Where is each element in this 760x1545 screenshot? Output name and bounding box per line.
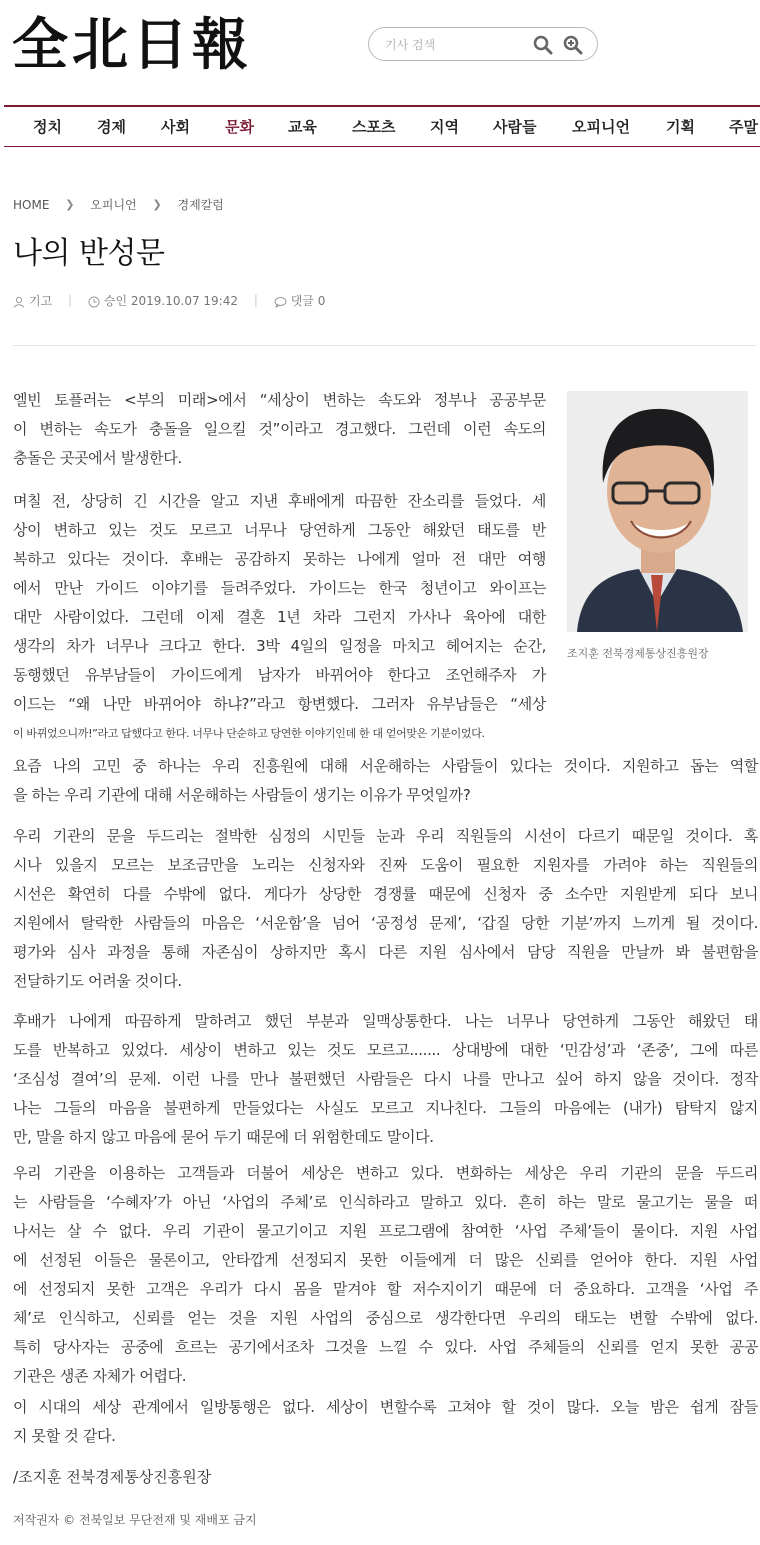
meta-divider: | <box>253 293 258 307</box>
paragraph-line: 에 선정되지 못한 고객은 우리가 다시 몸을 맡겨야 할 저수지이기 때문에 더 중요하다. 고객을 ‘사업 주 <box>13 1280 758 1298</box>
paragraph-line: 엘빈 토플러는 <부의 미래>에서 “세상이 변하는 속도와 정부나 공공부문 <box>13 391 546 409</box>
breadcrumb-opinion[interactable]: 오피니언 <box>90 198 137 212</box>
nav-item-culture[interactable]: 문화 <box>225 118 254 136</box>
paragraph-line: 이 변하는 속도가 충돌을 일으킬 것”이라고 경고했다. 그런데 이런 속도의 <box>13 420 546 438</box>
nav-item-planning[interactable]: 기획 <box>666 118 695 136</box>
paragraph-line: 시선은 확연히 다를 수밖에 없다. 게다가 상당한 경쟁률 때문에 신청자 중 소수만 지원받게 되다 보니 <box>13 885 758 903</box>
paragraph-line: 생각의 차가 너무나 크다고 한다. 3박 4일의 일정을 마치고 헤어지는 순간, <box>13 637 546 655</box>
paragraph-line: 나는 그들의 마음을 불편하게 만들었다는 사실도 모르고 지나친다. 그들의 마음에는 (내가) 탐탁지 않지 <box>13 1099 758 1117</box>
paragraph-line: 도를 반복하고 있었다. 세상이 변하고 있는 것도 모르고....... 상대방에 대한 ‘민감성’과 ‘존중’, 그에 따른 <box>13 1041 758 1059</box>
paragraph-line: ‘조심성 결여’의 문제. 이런 나를 만나 불편했던 사람들은 다시 나를 만나고 싶어 하지 않을 것이다. 정작 <box>13 1070 758 1088</box>
article-title: 나의 반성문 <box>13 236 165 271</box>
paragraph-line: 상이 변하고 있는 것도 모르고 너무나 당연하게 그동안 해왔던 태도를 반 <box>13 521 546 539</box>
article-paragraph <box>13 1393 758 1451</box>
paragraph-line: 을 하는 우리 기관에 대해 서운해하는 사람들이 생기는 이유가 무엇일까? <box>13 786 471 804</box>
author-photo <box>567 391 748 632</box>
paragraph-line: 요즘 나의 고민 중 하나는 우리 진흥원에 대해 서운해하는 사람들이 있다는 것이다. 지원하고 돕는 역할 <box>13 757 758 775</box>
approved-date: 승인 2019.10.07 19:42 <box>103 294 238 308</box>
chevron-right-icon: ❯ <box>152 198 162 211</box>
nav-item-economy[interactable]: 경제 <box>97 118 126 136</box>
nav-item-opinion[interactable]: 오피니언 <box>572 118 630 136</box>
chevron-right-icon: ❯ <box>65 198 75 211</box>
paragraph-line: 기관은 생존 자체가 어렵다. <box>13 1367 187 1385</box>
paragraph-line: 특히 당사자는 공중에 흐르는 공기에서조차 그것을 느낄 수 있다. 사업 주체들의 신뢰를 얻지 못한 공공 <box>13 1338 758 1356</box>
article-paragraph <box>13 1159 758 1391</box>
breadcrumb-column[interactable]: 경제칼럼 <box>177 198 224 212</box>
article-paragraph <box>13 386 546 473</box>
article-paragraph <box>13 822 758 996</box>
nav-item-weekend[interactable]: 주말 <box>729 118 758 136</box>
paragraph-line: 시나 있을지 모르는 보조금만을 노리는 신청자와 진짜 도움이 필요한 지원자를 가려야 하는 직원들의 <box>13 856 758 874</box>
paragraph-line: 우리 기관의 문을 두드리는 절박한 심정의 시민들 눈과 우리 직원들의 시선이 다르기 때문일 것이다. 혹 <box>13 827 758 845</box>
paragraph-line: 이 시대의 세상 관계에서 일방통행은 없다. 세상이 변할수록 고쳐야 할 것이 많다. 오늘 밤은 쉽게 잠들 <box>13 1398 758 1416</box>
paragraph-line: 지 못할 것 같다. <box>13 1427 116 1445</box>
article-meta <box>13 292 325 309</box>
author-meta <box>13 292 52 309</box>
clock-icon <box>88 296 100 308</box>
paragraph-line: 대만 사람이었다. 그런데 이제 결혼 1년 차라 그런지 가사나 육아에 대한 <box>13 608 546 626</box>
site-logo[interactable]: 全北日報 <box>12 12 252 78</box>
nav-item-education[interactable]: 교육 <box>288 118 317 136</box>
paragraph-line: 전달하기도 어려울 것이다. <box>13 972 182 990</box>
comments-meta[interactable] <box>274 292 326 309</box>
paragraph-line: 이 바뀌었으니까!”라고 답했다고 한다. 너무나 단순하고 당연한 이야기인데 한 대 얻어맞은 기분이었다. <box>13 727 485 740</box>
paragraph-line: 후배가 나에게 따끔하게 말하려고 했던 부분과 일맥상통한다. 나는 너무나 당연하게 그동안 해왔던 태 <box>13 1012 758 1030</box>
nav-item-politics[interactable]: 정치 <box>33 118 62 136</box>
paragraph-line: 만, 말을 하지 않고 마음에 묻어 두기 때문에 더 위험한데도 말이다. <box>13 1128 434 1146</box>
author-name: 기고 <box>29 294 53 308</box>
main-nav <box>4 105 760 147</box>
paragraph-line: 에 선정된 이들은 물론이고, 안타깝게 선정되지 못한 이들에게 더 많은 신뢰를 얻어야 한다. 지원 사업 <box>13 1251 758 1269</box>
paragraph-line: 는 사람들을 ‘수혜자’가 아닌 ‘사업의 주체’로 인식하라고 말하고 있다. 흔히 하는 말로 물고기는 물을 떠 <box>13 1193 758 1211</box>
detail-search-icon[interactable] <box>563 35 583 55</box>
meta-divider: | <box>68 293 73 307</box>
paragraph-line: 동행했던 유부남들이 가이드에게 남자가 바뀌어야 한다고 조언해주자 가 <box>13 666 546 684</box>
nav-item-people[interactable]: 사람들 <box>493 118 537 136</box>
paragraph-line: 에서 만난 가이드 이야기를 들려주었다. 가이드는 한국 청년이고 와이프는 <box>13 579 546 597</box>
paragraph-line: 우리 기관을 이용하는 고객들과 더불어 세상은 변하고 있다. 변화하는 세상은 우리 기관의 문을 두드리 <box>13 1164 758 1182</box>
copyright-notice: 저작권자 © 전북일보 무단전재 및 재배포 금지 <box>13 1513 257 1527</box>
date-meta <box>88 292 238 309</box>
article-paragraph <box>13 752 758 810</box>
site-header <box>0 0 760 105</box>
paragraph-line: 평가와 심사 과정을 통해 자존심이 상하지만 혹시 다른 지원 심사에서 담당 직원을 만날까 봐 불편함을 <box>13 943 758 961</box>
paragraph-line: 복하고 있다는 것이다. 후배는 공감하지 못하는 나에게 얼마 전 대만 여행 <box>13 550 546 568</box>
article-byline: /조지훈 전북경제통상진흥원장 <box>13 1468 212 1486</box>
nav-item-society[interactable]: 사회 <box>161 118 190 136</box>
nav-item-sports[interactable]: 스포츠 <box>352 118 396 136</box>
search-input[interactable] <box>385 35 535 55</box>
photo-caption: 조지훈 전북경제통상진흥원장 <box>567 647 709 660</box>
user-icon <box>13 296 25 308</box>
article-paragraph <box>13 487 546 748</box>
paragraph-line: 충돌은 곳곳에서 발생한다. <box>13 449 182 467</box>
paragraph-line: 며칠 전, 상당히 긴 시간을 알고 지낸 후배에게 따끔한 잔소리를 들었다. 세 <box>13 492 546 510</box>
paragraph-line: 이드는 “왜 나만 바뀌어야 하냐?”라고 항변했다. 그러자 유부남들은 “세상 <box>13 695 546 713</box>
search-box <box>368 27 598 61</box>
search-icon[interactable] <box>533 35 553 55</box>
breadcrumb <box>13 196 224 213</box>
article-paragraph <box>13 1007 758 1152</box>
paragraph-line: 체’로 인식하고, 신뢰를 얻는 것을 지원 사업의 중심으로 생각한다면 우리의 태도는 변할 수밖에 없다. <box>13 1309 758 1327</box>
paragraph-line: 지원에서 탈락한 사람들의 마음은 ‘서운함’을 넘어 ‘공정성 문제’, ‘갑질 당한 기분’까지 느끼게 될 것이다. <box>13 914 758 932</box>
paragraph-line: 나서는 살 수 없다. 우리 기관이 물고기이고 지원 프로그램에 참여한 ‘사업 주체’들이 물이다. 지원 사업 <box>13 1222 758 1240</box>
nav-item-region[interactable]: 지역 <box>430 118 459 136</box>
breadcrumb-home[interactable]: HOME <box>13 197 50 212</box>
header-divider <box>13 345 756 346</box>
comment-count: 댓글 0 <box>290 294 326 308</box>
comment-icon <box>274 296 287 308</box>
